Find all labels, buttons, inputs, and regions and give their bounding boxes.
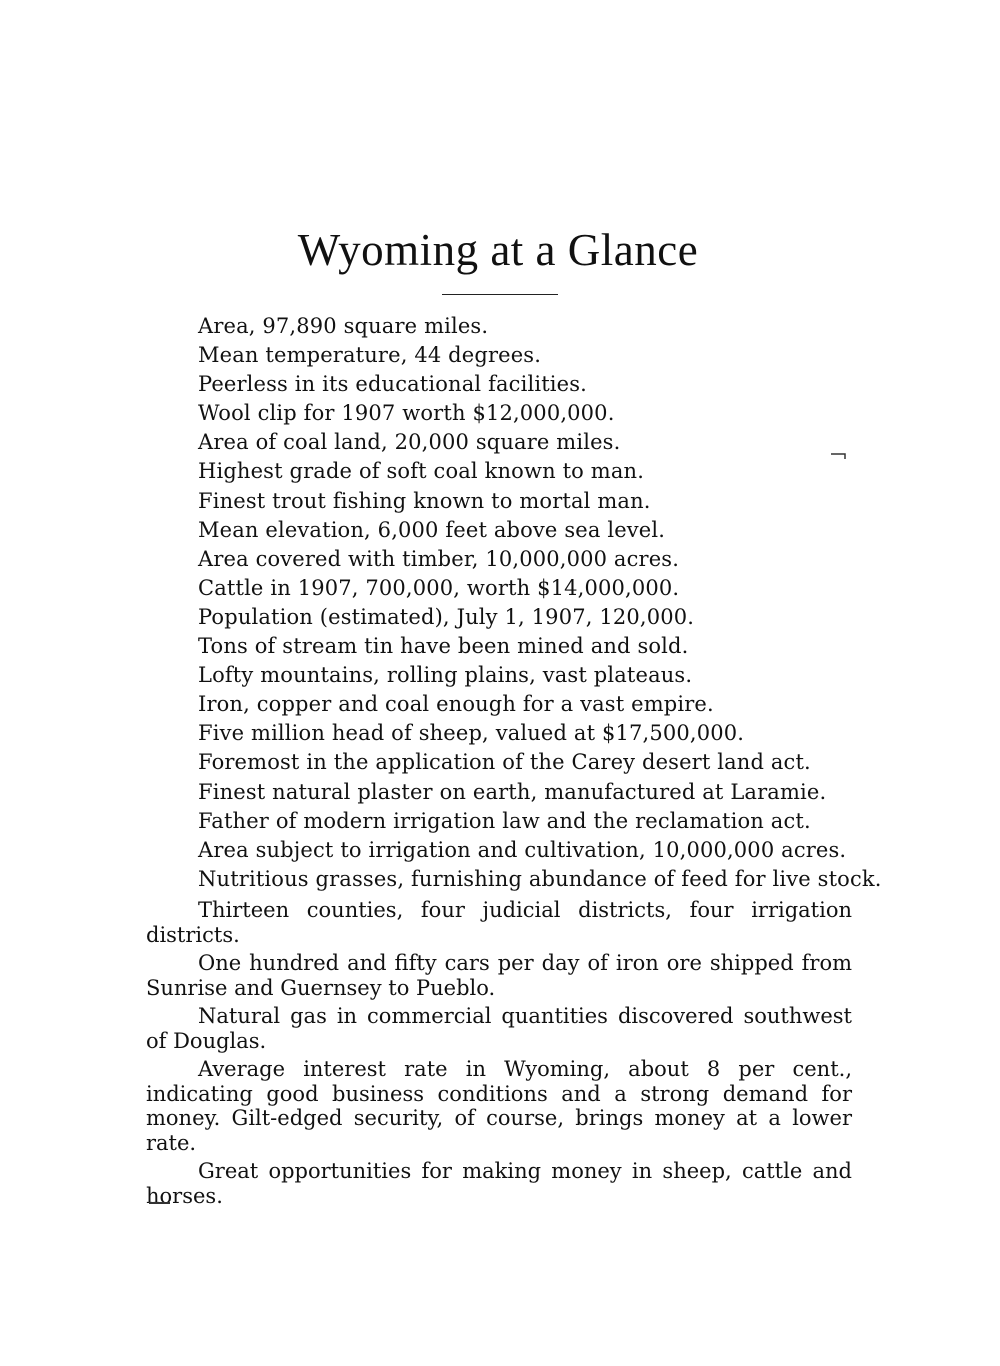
end-mark — [148, 1200, 174, 1206]
fact-item: Area subject to irrigation and cultivation, 10,000,000 acres. — [198, 837, 847, 862]
page-title: Wyoming at a Glance — [297, 225, 699, 275]
fact-item: Cattle in 1907, 700,000, worth $14,000,000. — [198, 575, 680, 600]
fact-item: Tons of stream tin have been mined and sold. — [198, 634, 689, 659]
paragraph: Thirteen counties, four judicial districts, four irrigation districts. — [146, 898, 852, 947]
fact-item: Peerless in its educational facilities. — [198, 372, 587, 397]
fact-item: Finest natural plaster on earth, manufactured at Laramie. — [198, 779, 827, 804]
margin-mark — [830, 452, 848, 460]
fact-item: Lofty mountains, rolling plains, vast plateaus. — [198, 663, 693, 688]
fact-item: Father of modern irrigation law and the reclamation act. — [198, 808, 811, 833]
fact-item: Iron, copper and coal enough for a vast empire. — [198, 692, 714, 717]
fact-item: Foremost in the application of the Carey desert land act. — [198, 750, 811, 775]
paragraph: One hundred and fifty cars per day of iron ore shipped from Sunrise and Guernsey to Pueblo. — [146, 951, 852, 1000]
fact-item: Mean temperature, 44 degrees. — [198, 343, 542, 368]
fact-item: Area, 97,890 square miles. — [198, 314, 489, 338]
fact-item: Area of coal land, 20,000 square miles. — [198, 430, 621, 455]
paragraph: Average interest rate in Wyoming, about 8 per cent., indicating good business conditions and a strong demand for money. Gilt-edged security, of course, brings money at a lower rate. — [146, 1057, 852, 1155]
fact-item: Highest grade of soft coal known to man. — [198, 459, 645, 484]
paragraph: Great opportunities for making money in sheep, cattle and horses. — [146, 1159, 852, 1208]
title-rule — [442, 294, 558, 295]
paragraph-block — [146, 898, 852, 1212]
fact-item: Population (estimated), July 1, 1907, 120,000. — [198, 604, 695, 629]
fact-item: Five million head of sheep, valued at $17,500,000. — [198, 721, 745, 746]
fact-item: Finest trout fishing known to mortal man. — [198, 488, 651, 513]
fact-item: Wool clip for 1907 worth $12,000,000. — [198, 401, 615, 426]
fact-item: Area covered with timber, 10,000,000 acres. — [198, 546, 680, 571]
paragraph: Natural gas in commercial quantities discovered southwest of Douglas. — [146, 1004, 852, 1053]
fact-item: Mean elevation, 6,000 feet above sea level. — [198, 517, 666, 542]
fact-item: Nutritious grasses, furnishing abundance of feed for live stock. — [198, 866, 882, 891]
facts-list — [198, 312, 882, 894]
